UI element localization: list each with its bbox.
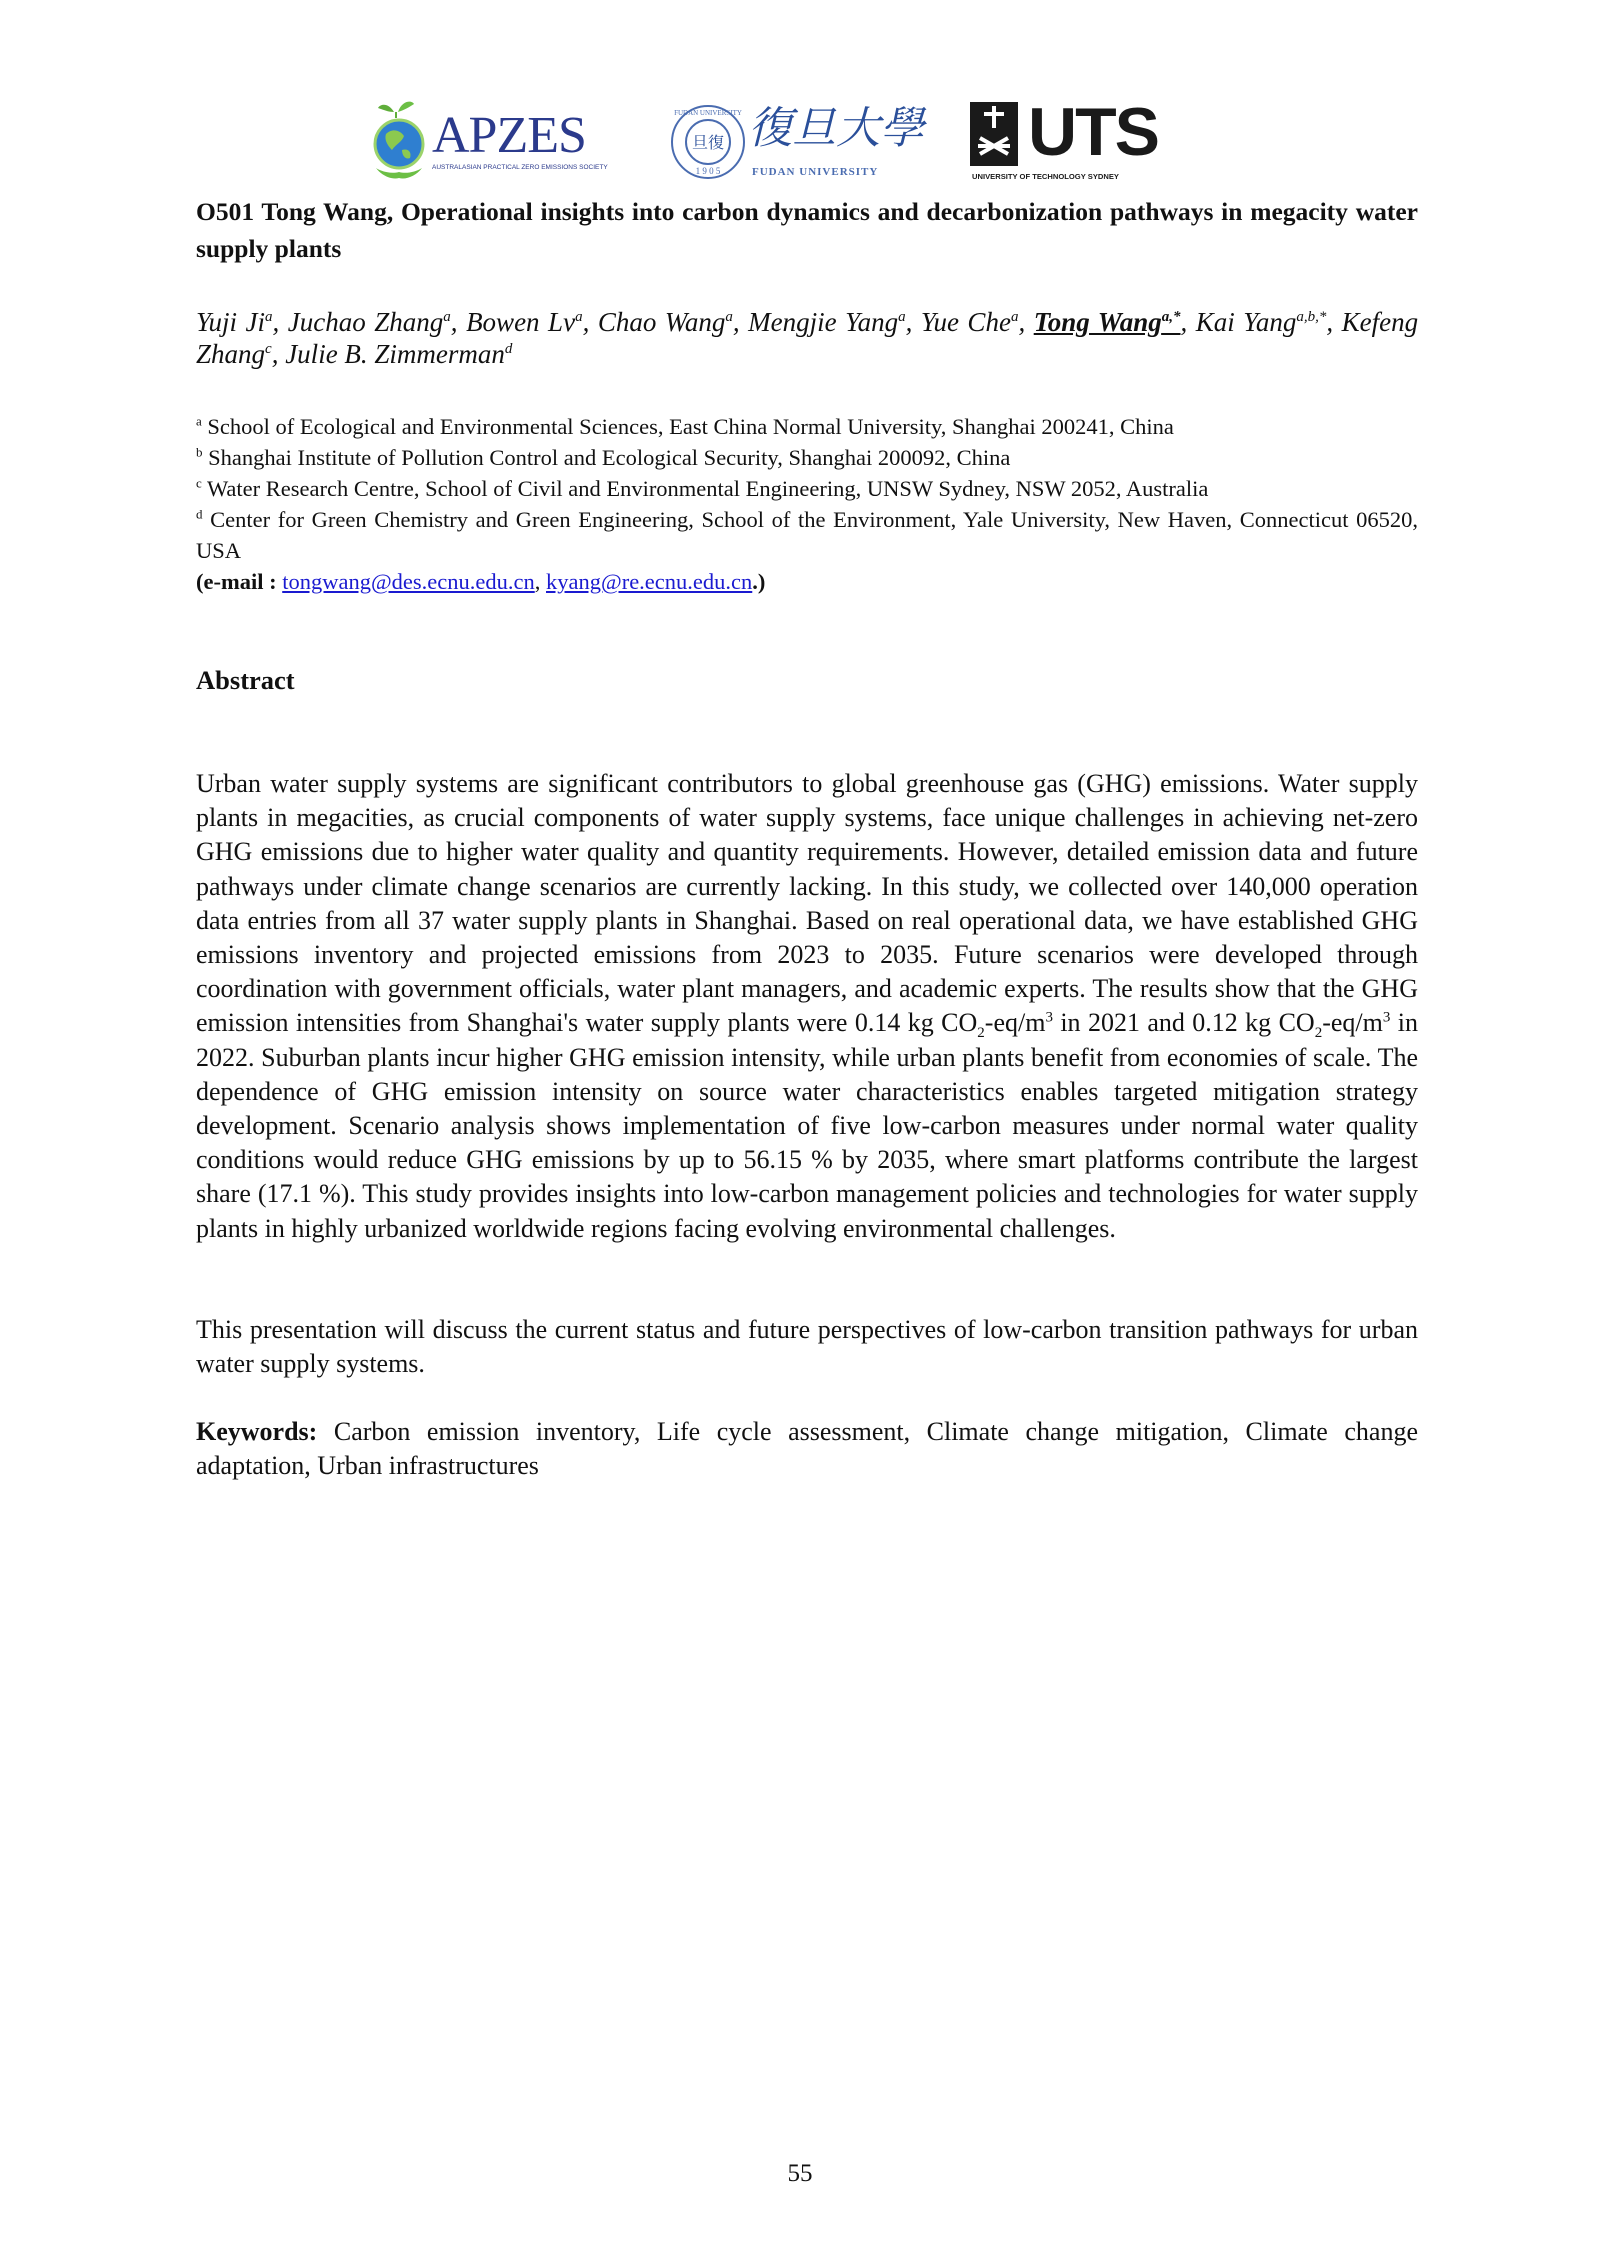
svg-text:1 9 0 5: 1 9 0 5 (695, 166, 721, 176)
email-link-tongwang[interactable]: tongwang@des.ecnu.edu.cn (282, 569, 535, 594)
affiliation-a: $^a$ School of Ecological and Environmental Sciences, East China Normal University, Shanghai 200241, China (196, 413, 1174, 439)
author: Mengjie Yang$^a$ (748, 307, 906, 337)
globe-icon (372, 98, 430, 188)
affiliation-c: $^c$ Water Research Centre, School of Civil and Environmental Engineering, UNSW Sydney, NSW 2052, Australia (196, 475, 1209, 501)
fudan-chinese-wordmark: 復旦大學 (748, 103, 924, 154)
uts-logo (968, 94, 1168, 188)
affiliation-b: $^b$ Shanghai Institute of Pollution Control and Ecological Security, Shanghai 200092, China (196, 444, 1011, 470)
fudan-logo (668, 98, 924, 188)
svg-text:FUDAN UNIVERSITY: FUDAN UNIVERSITY (674, 109, 742, 117)
author-list: Yuji Ji$^a$, Juchao Zhang$^a$, Bowen Lv$^a$, Chao Wang$^a$, Mengjie Yang$^a$, Yue Che$^a$, Tong Wang$^{a,*}$, Kai Yang$^{a,b,*}$, Kefeng Zhang$^c$, Julie B. Zimmerman$^d$ (196, 307, 1419, 369)
presenting-author: Tong Wang$^{a,*}$ (1033, 307, 1181, 337)
affiliation-d: $^d$ Center for Green Chemistry and Green Engineering, School of the Environment, Yale University, New Haven, Connecticut 06520, USA (196, 506, 1419, 563)
fudan-subtitle: FUDAN UNIVERSITY (752, 166, 879, 178)
keywords-label: Keywords: (196, 1417, 318, 1446)
page-number: 55 (787, 2160, 813, 2187)
apzes-logo (372, 98, 608, 188)
abstract-paragraph: Urban water supply systems are significant contributors to global greenhouse gas (GHG) emissions. Water supply plants in megacities, as crucial components of water supply systems, face unique challenges in achieving net-zero GHG emissions due to higher water quality and quantity requirements. However, detailed emission data and future pathways under climate change scenarios are currently lacking. In this study, we collected over 140,000 operation data entries from all 37 water supply plants in Shanghai. Based on real operational data, we have established GHG emissions inventory and projected emissions from 2023 to 2035. Future scenarios were developed through coordination with government officials, water plant managers, and academic experts. The results show that the GHG emission intensities from Shanghai's water supply plants were 0.14 kg $CO_2-eq/m^3$ in 2021 and 0.12 kg $CO_2-eq/m^3$ in 2022. Suburban plants incur higher GHG emission intensity, while urban plants benefit from economies of scale. The dependence of GHG emission intensity on source water characteristics enables targeted mitigation strategy development. Scenario analysis shows implementation of five low-carbon measures under normal water quality conditions would reduce GHG emissions by up to 56.15 % by 2035, where smart platforms contribute the largest share (17.1 %). This study provides insights into low-carbon management policies and technologies for water supply plants in highly urbanized worldwide regions facing evolving environmental challenges. (196, 769, 1418, 1243)
author: Yue Che$^a$ (920, 307, 1019, 337)
author: Chao Wang$^a$ (597, 307, 733, 337)
author: Kefeng Zhang$^c$ (196, 307, 1419, 369)
keywords-text: Carbon emission inventory, Life cycle assessment, Climate change mitigation, Climate change adaptation, Urban infrastructures (196, 1417, 1418, 1481)
affiliations (196, 411, 1418, 597)
uts-subtitle: UNIVERSITY OF TECHNOLOGY SYDNEY (972, 172, 1119, 181)
abstract-body (196, 767, 1418, 1246)
email-link-kyang[interactable]: kyang@re.ecnu.edu.cn (546, 569, 753, 594)
svg-text:旦復: 旦復 (691, 133, 725, 152)
author: Yuji Ji$^a$ (196, 307, 273, 337)
abstract-heading: Abstract (196, 665, 295, 695)
fudan-seal-icon (668, 98, 748, 188)
author: Kai Yang$^{a,b,*}$ (1195, 307, 1327, 337)
author: Julie B. Zimmerman$^d$ (285, 339, 513, 369)
author: Bowen Lv$^a$ (466, 307, 583, 337)
keywords (196, 1415, 1418, 1483)
header-logos (372, 94, 1172, 188)
author: Juchao Zhang$^a$ (287, 307, 451, 337)
apzes-subtitle: AUSTRALASIAN PRACTICAL ZERO EMISSIONS SOCIETY (432, 164, 608, 171)
apzes-wordmark: APZES (432, 107, 586, 164)
paper-title: O501 Tong Wang, Operational insights into carbon dynamics and decarbonization pathways in megacity water supply plants (196, 197, 1418, 263)
uts-emblem-icon (968, 98, 1024, 168)
presentation-paragraph: This presentation will discuss the current status and future perspectives of low-carbon transition pathways for urban water supply systems. (196, 1315, 1418, 1379)
email-line: (e-mail : tongwang@des.ecnu.edu.cn, kyang@re.ecnu.edu.cn.) (196, 569, 766, 594)
uts-wordmark: UTS (1028, 94, 1158, 170)
